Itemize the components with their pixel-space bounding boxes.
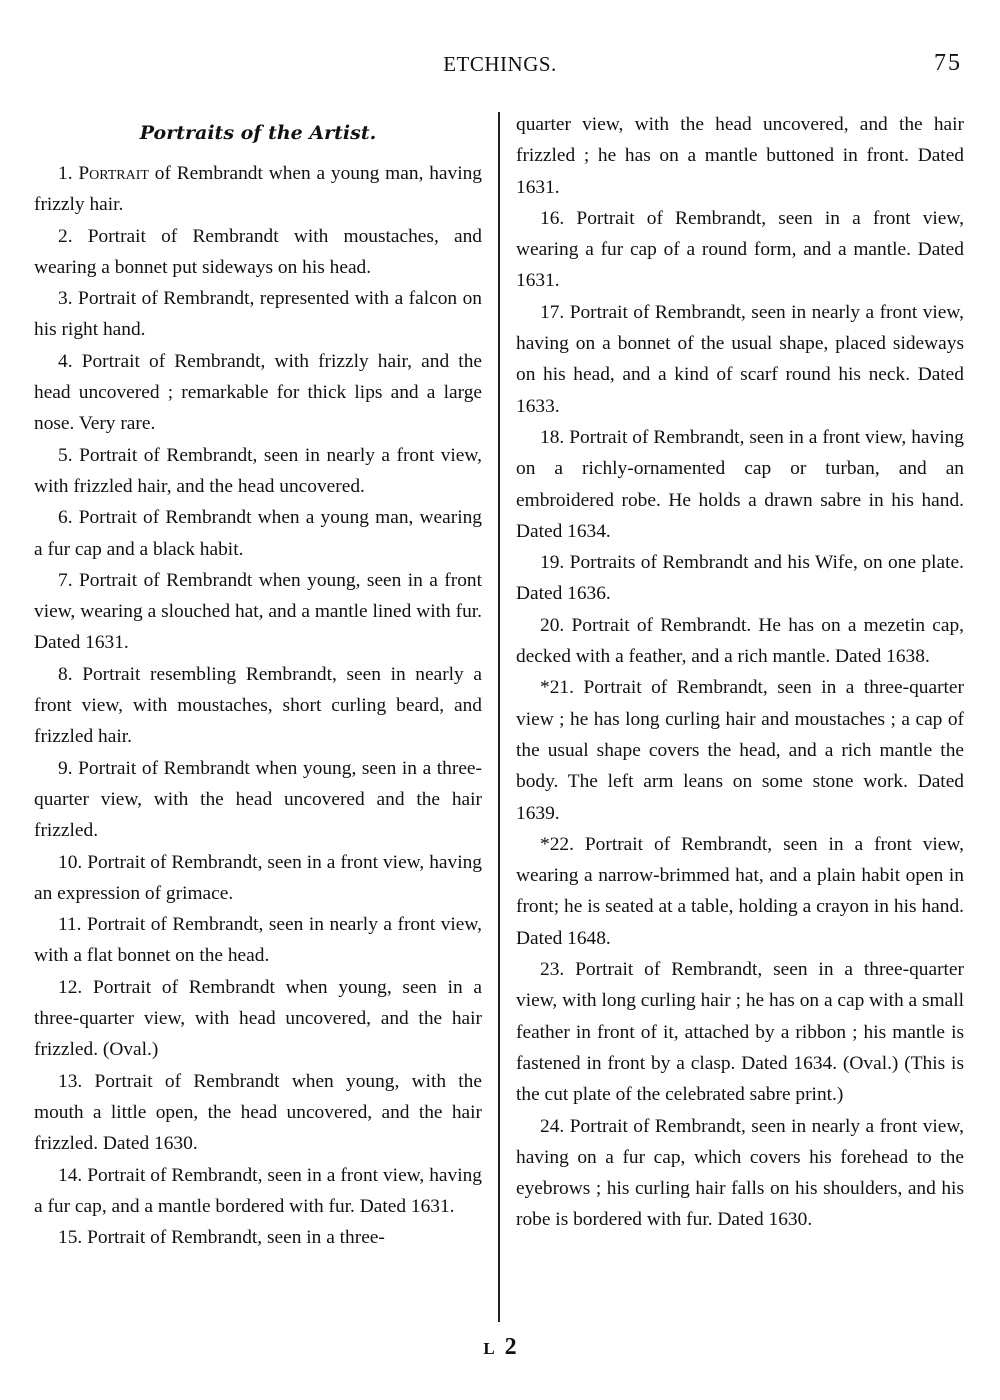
catalogue-entry-16 [516,203,964,297]
entry-text: Portrait of Rembrandt, seen in nearly a front view, having on a bonnet of the usual shape, placed sideways on his head, and a kind of scarf round his neck. Dated 1633. [516,301,964,417]
entry-text: Portrait of Rembrandt when young, seen in a front view, wearing a slouched hat, and a mantle lined with fur. Dated 1631. [34,569,482,654]
entry-number: 12. [58,976,83,998]
entry-text: Portrait of Rembrandt when young, seen in a three-quarter view, with head uncovered, and the hair frizzled. (Oval.) [34,976,482,1061]
entry-text: Portrait of Rembrandt, seen in a three-quarter view, with long curling hair ; he has on a cap with a small feather in front of it, attached by a ribbon ; his mantle is fastened in front by a clasp. Dated 1634. (Oval.) (This is the cut plate of the celebrated sabre print.) [516,959,964,1106]
entry-number: 7. [58,569,73,591]
catalogue-entry-23 [516,954,964,1110]
entry-text: Portrait of Rembrandt, seen in a three-quarter view ; he has long curling hair and moustaches ; a cap of the usual shape covers the head, and a rich mantle the body. The left arm leans on some stone work. Dated 1639. [516,677,964,824]
left-column [34,108,482,1253]
entry-text: Portrait of Rembrandt. He has on a mezetin cap, decked with a feather, and a rich mantle. Dated 1638. [516,614,965,668]
entry-number: 20. [540,614,565,636]
entry-text: Portraits of Rembrandt and his Wife, on one plate. Dated 1636. [516,552,964,605]
entry-text: Portrait of Rembrandt, with frizzly hair, and the head uncovered ; remarkable for thick lips and a large nose. Very rare. [34,350,482,435]
entry-number: 4. [58,350,73,372]
entry-number: 16. [540,207,565,229]
catalogue-entry-20 [516,610,964,673]
entry-number: 13. [58,1070,83,1092]
entry-text: Portrait resembling Rembrandt, seen in nearly a front view, with moustaches, short curling beard, and frizzled hair. [34,663,482,748]
entry-number: 6. [58,507,73,529]
catalogue-entry-5 [34,440,482,503]
entry-text: Portrait of Rembrandt when young, seen in a three-quarter view, with the head uncovered and the hair frizzled. [34,757,482,842]
entry-number: 15. [58,1227,83,1249]
catalogue-entry-19 [516,547,964,610]
entry-number: 14. [58,1164,83,1186]
catalogue-entry-18 [516,422,964,547]
catalogue-entry-4 [34,346,482,440]
catalogue-entry-10 [34,847,482,910]
page-header [0,48,1000,88]
signature-mark [0,1334,1000,1361]
entry-text: of Rembrandt when a young man, having frizzly hair. [34,163,482,216]
entry-text: Portrait of Rembrandt, seen in a three- [87,1227,385,1249]
catalogue-entry-6 [34,502,482,565]
catalogue-entry-21 [516,672,964,828]
entry-number: 8. [58,663,73,685]
entry-number: 10. [58,851,83,873]
column-divider [498,112,500,1322]
catalogue-entry-17 [516,297,964,422]
entry-text: Portrait of Rembrandt, seen in a front view, having on a richly-ornamented cap or turban, and an embroidered robe. He holds a drawn sabre in his hand. Dated 1634. [516,426,964,542]
catalogue-entry-24 [516,1111,964,1236]
entry-text: Portrait of Rembrandt, seen in a front view, wearing a fur cap of a round form, and a mantle. Dated 1631. [516,207,964,292]
entry-number: 1. [58,163,73,184]
signature-letter: L [483,1339,495,1358]
entry-text: Portrait of Rembrandt, seen in nearly a front view, with a flat bonnet on the head. [34,914,482,967]
catalogue-entry-22 [516,829,964,954]
entry-number: 5. [58,444,73,466]
page-number: 75 [934,50,962,76]
catalogue-entry-13 [34,1066,482,1160]
entry-text: Portrait of Rembrandt, seen in nearly a front view, having on a fur cap, which covers his forehead to the eyebrows ; his curling hair falls on his shoulders, and his robe is bordered with fur. Dated 1630. [516,1115,964,1231]
entry-number: 17. [540,301,565,323]
entry-number: *21. [540,677,574,699]
catalogue-entry-15-continued: quarter view, with the head uncovered, and the hair frizzled ; he has on a mantle buttoned in front. Dated 1631. [516,114,964,198]
entry-text: Portrait of Rembrandt when a young man, wearing a fur cap and a black habit. [34,507,482,560]
catalogue-entry-3 [34,283,482,346]
entry-lead-small-caps: Portrait [78,163,149,184]
catalogue-entry-9 [34,753,482,847]
catalogue-entry-7 [34,565,482,659]
catalogue-entry-1 [34,158,482,221]
entry-number: 3. [58,288,73,310]
catalogue-entry-12 [34,972,482,1066]
entry-text: Portrait of Rembrandt with moustaches, and wearing a bonnet put sideways on his head. [34,225,482,278]
section-title: Portraits of the Artist. [139,122,377,144]
catalogue-entry-11 [34,909,482,972]
entry-text: Portrait of Rembrandt, seen in nearly a front view, with frizzled hair, and the head uncovered. [34,444,482,497]
entry-number: 2. [58,225,73,247]
entry-number: 19. [540,552,565,574]
entry-number: 24. [540,1115,565,1137]
entry-text: Portrait of Rembrandt, seen in a front view, wearing a narrow-brimmed hat, and a plain habit open in front; he is seated at a table, holding a crayon in his hand. Dated 1648. [516,833,964,949]
entry-number: *22. [540,833,574,855]
entry-number: 18. [540,426,565,448]
catalogue-entry-2 [34,221,482,284]
catalogue-entry-15 [34,1222,482,1253]
catalogue-entry-8 [34,659,482,753]
entry-number: 23. [540,959,565,981]
entry-text: Portrait of Rembrandt, seen in a front view, having a fur cap, and a mantle bordered with fur. Dated 1631. [34,1164,482,1217]
right-column [516,109,964,1236]
running-title: ETCHINGS. [443,52,557,76]
entry-number: 11. [58,914,82,936]
entry-text: Portrait of Rembrandt when young, with the mouth a little open, the head uncovered, and the hair frizzled. Dated 1630. [34,1070,482,1155]
entry-text: Portrait of Rembrandt, seen in a front view, having an expression of grimace. [34,851,482,904]
signature-number: 2 [504,1334,517,1360]
entry-number: 9. [58,757,73,779]
entry-text: Portrait of Rembrandt, represented with a falcon on his right hand. [34,288,482,341]
catalogue-entry-14 [34,1160,482,1223]
